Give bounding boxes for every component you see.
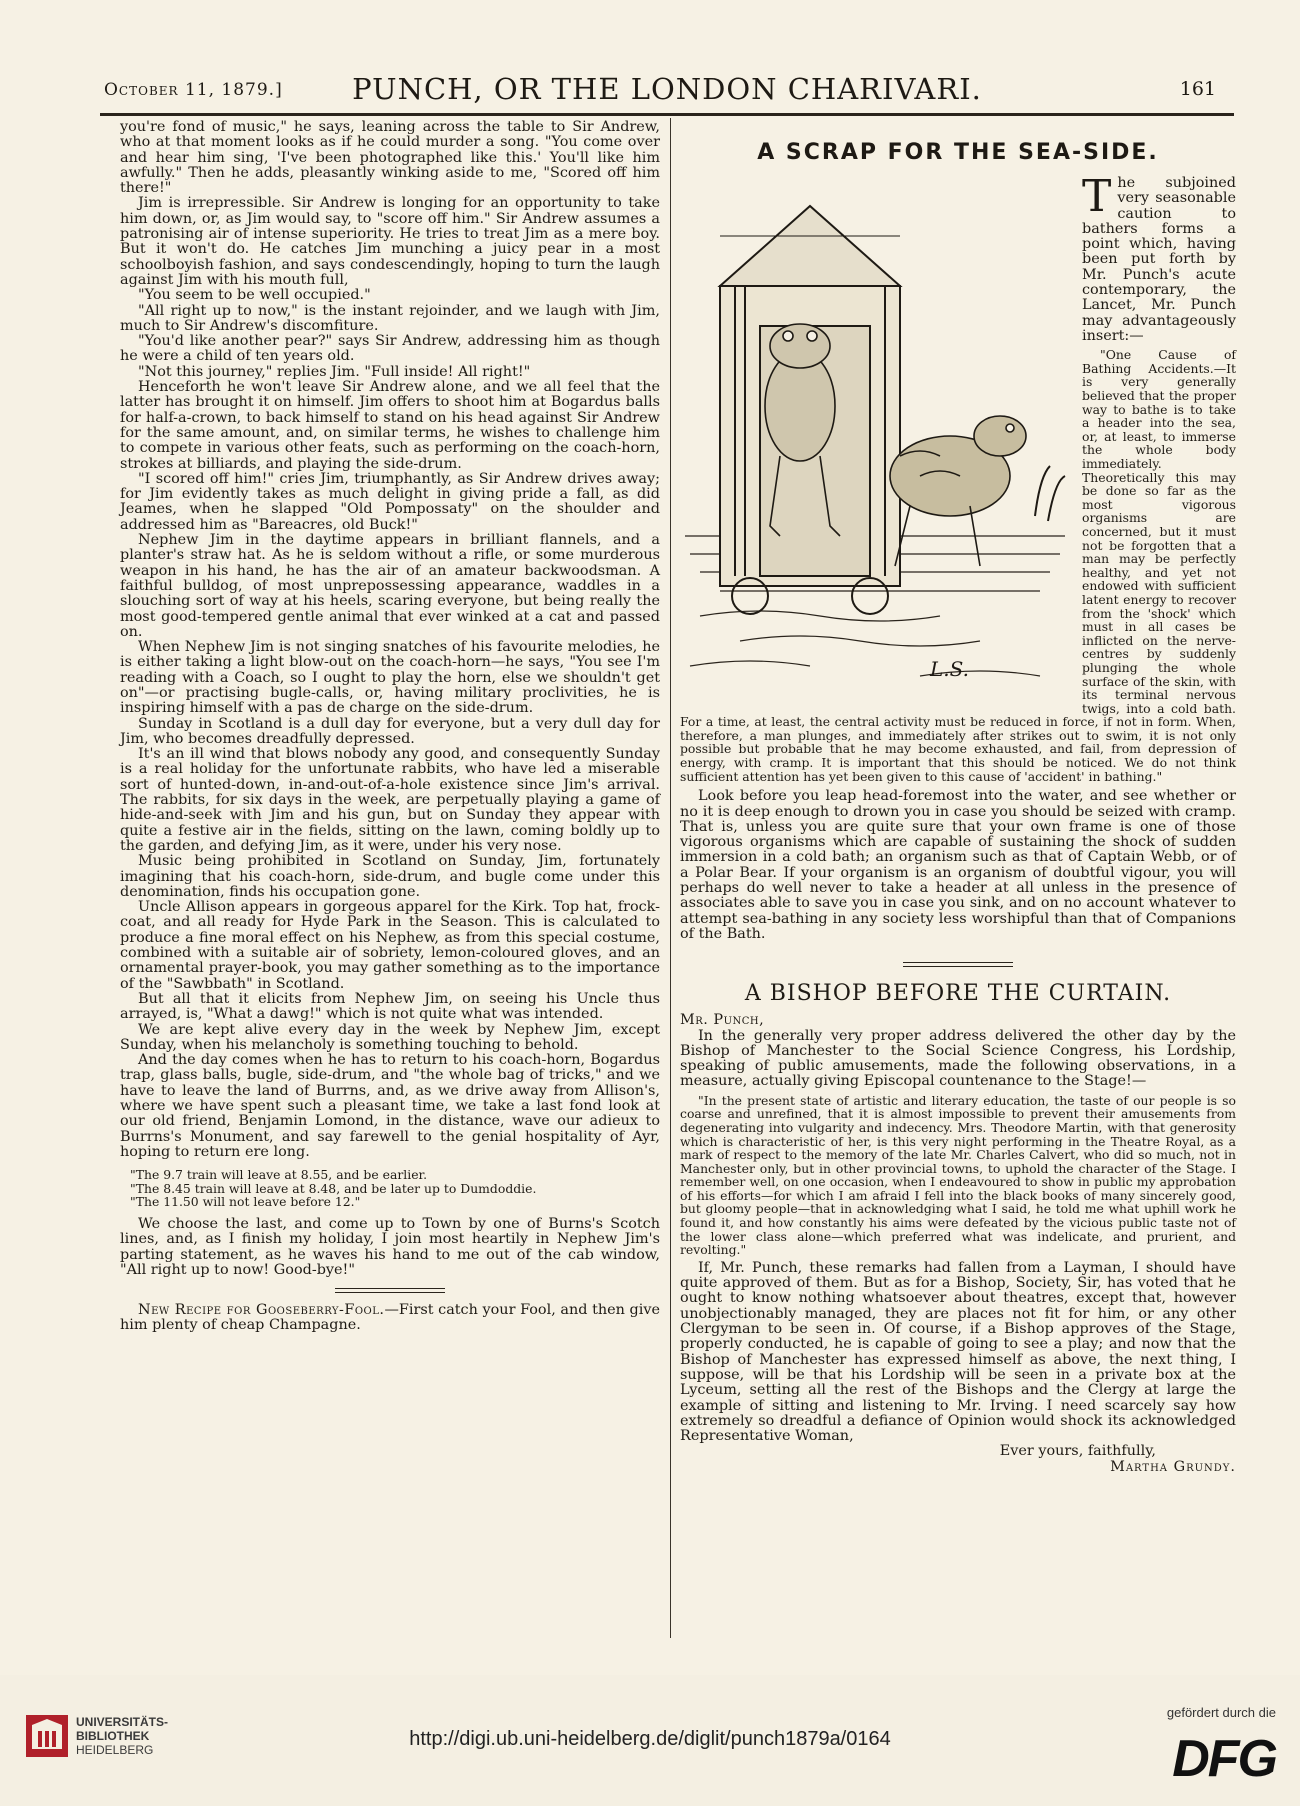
paragraph: you're fond of music," he says, leaning across the table to Sir Andrew, who at that moment looks as if he could murder a song. "You come over and hear him sing, 'I've been photographed like this.' You'll like him awfully." Then he adds, pleasantly winking aside to me, "Scored off him there!" xyxy=(120,119,660,197)
closing-line: Ever yours, faithfully, xyxy=(999,1443,1156,1460)
paragraph: "I scored off him!" cries Jim, triumphantly, as Sir Andrew drives away; for Jim evidently takes as much delight in giving pride a fall, as did Jeames, when he slapped "Old Pompossaty" on the shoulder and addressed him as "Bareacres, old Buck!" xyxy=(120,470,660,533)
scrap-title: A SCRAP FOR THE SEA-SIDE. xyxy=(757,140,1159,165)
illustration-monogram: L.S. xyxy=(930,657,969,681)
signature: Martha Grundy. xyxy=(1110,1458,1236,1475)
paragraph: And the day comes when he has to return to his coach-horn, Bogardus trap, glass balls, bugle, side-drum, and "the whole bag of tricks," and we have to leave the land of Burrns, and, as we drive away from Allison's, where we have spent such a pleasant time, we take a last fond look at our old friend, Benjamin Lomond, in the distance, wave our adieux to Burrns's Monument, and say farewell to the genial hospitality of Ayr, hoping to return ere long. xyxy=(120,1052,660,1160)
lancet-quote: "One Cause of Bathing Accidents.—It is very generally believed that the proper way to bathe is to take a header into the sea, or, at least, to immerse the whole body immediately. Theoretically this may be done so far as the most vigorous organisms are concerned, but it must not be forgotten that a man may be perfectly healthy, and yet not endowed with sufficient latent energy to recover from the 'shock' which must in all cases be inflicted on the nerve-centres by suddenly plunging the whole surface of the skin, with its terminal nervous twigs, into a cold bath. For a time, at least, the central activity must be reduced in force, if not in form. When, therefore, a man plunges, and immediately after strikes out to swim, it is not only possible but probable that he may become exhausted, and fail, from depression of energy, with cramp. It is important that this should be noticed. We do not think sufficient attention has yet been given to this cause of 'accident' in bathing." xyxy=(680,347,1236,784)
frog-bather-drawing xyxy=(680,176,1070,701)
paragraph: "You seem to be well occupied." xyxy=(138,287,371,304)
paragraph: Jim is irrepressible. Sir Andrew is longing for an opportunity to take him down, or, as Jim would say, to "score off him." Sir Andrew assumes a patronising air of intense superiority. He tries to treat Jim as a mere boy. But it won't do. He catches Jim munching a juicy pear in a most schoolboyish fashion, and says condescendingly, hoping to turn the laugh against Jim with his mouth full, xyxy=(120,195,660,288)
recipe-text: —First catch your Fool, and then give him plenty of cheap Champagne. xyxy=(120,1302,660,1334)
funder-label: gefördert durch die xyxy=(1166,1705,1276,1720)
paragraph: Uncle Allison appears in gorgeous apparel for the Kirk. Top hat, frock-coat, and all ready for Hyde Park in the Season. This is calculated to produce a fine moral effect on his Nephew, as from this special costume, combined with a suitable air of sobriety, lemon-coloured gloves, and an ornamental prayer-book, you may gather something as to the importance of the "Sawbbath" in Scotland. xyxy=(120,899,660,992)
paragraph: "You'd like another pear?" says Sir Andrew, addressing him as though he were a child of ten years old. xyxy=(120,333,660,365)
header-title: PUNCH, OR THE LONDON CHARIVARI. xyxy=(352,72,982,106)
page-header xyxy=(104,70,1230,110)
paragraph: It's an ill wind that blows nobody any good, and consequently Sunday is a real holiday for the unfortunate rabbits, who have led a miserable sort of hunted-down, in-and-out-of-a-hole existence since Jim's arrival. The rabbits, for six days in the week, are perpetually playing a game of hide-and-seek with Jim and his gun, but on Sunday they appear with quite a festive air in the fields, sitting on the lawn, coming boldly up to the garden, and defying Jim, as it were, under his very nose. xyxy=(120,746,660,854)
header-date: October 11, 1879.] xyxy=(104,80,283,100)
paragraph: "All right up to now," is the instant rejoinder, and we laugh with Jim, much to Sir Andrew's discomfiture. xyxy=(120,302,660,334)
recipe-heading: New Recipe for Gooseberry-Fool. xyxy=(138,1302,385,1319)
bishop-intro: In the generally very proper address delivered the other day by the Bishop of Manchester to the Social Science Congress, his Lordship, speaking of public amusements, made the following observations, in a measure, actually giving Episcopal countenance to the Stage!— xyxy=(680,1027,1236,1090)
bathing-machine-illustration xyxy=(680,176,1070,701)
bishop-body: If, Mr. Punch, these remarks had fallen from a Layman, I should have quite approved of them. But as for a Bishop, Society, Sir, has voted that he ought to know nothing whatsoever about theatres, except that, however unobjectionably managed, they are places not fit for him, or any other Clergyman to be seen in. Of course, if a Bishop approves of the Stage, properly conducted, he is capable of going to see a play; and now that the Bishop of Manchester has expressed himself as above, the next thing, I suppose, will be that his Lordship will be seen in a private box at the Lyceum, setting all the rest of the Bishops and the Clergy at large the example of sitting and listening to Mr. Irving. I need scarcely say how extremely so dreadful a defiance of Opinion would shock its acknowledged Representative Woman, xyxy=(680,1259,1236,1445)
drop-cap: T xyxy=(1082,171,1112,222)
section-separator xyxy=(903,962,1013,967)
paragraph: We are kept alive every day in the week by Nephew Jim, except Sunday, when his melancholy is something touching to behold. xyxy=(120,1021,660,1053)
left-column xyxy=(120,120,660,1334)
library-line: BIBLIOTHEK xyxy=(76,1729,150,1743)
paragraph: But all that it elicits from Nephew Jim, on seeing his Uncle thus arrayed, is, "What a dawg!" which is not quite what was intended. xyxy=(120,990,660,1023)
notice-line: "The 11.50 will not leave before 12." xyxy=(130,1194,361,1210)
scrap-intro-text: he subjoined very seasonable caution to bathers forms a point which, having been put forth by Mr. Punch's acute contemporary, the Lancet, Mr. Punch may advantageously insert:— xyxy=(1082,175,1236,344)
digitization-footer xyxy=(0,1675,1300,1806)
bishop-quote: "In the present state of artistic and literary education, the taste of our people is so coarse and unrefined, that it is almost impossible to prevent their amusements from degenerating into vulgarity and indecency. Mrs. Theodore Martin, with that generosity which is characteristic of her, is this very night performing in the Theatre Royal, as a mark of respect to the memory of the late Mr. Charles Calvert, who did so much, not in Manchester only, but in other provincial towns, to uphold the character of the Stage. I remember well, on one occasion, when I endeavoured to show in public my approbation of his efforts—for which I am afraid I fell into the black books of many sincerely good, but gloomy people—that in acknowledging what I said, he told me what uphill work he found it, and how constantly his aims were defeated by the vicious public taste not of the lower class alone—which preferred what was indelicate, and prurient, and revolting." xyxy=(680,1092,1236,1258)
notice-line: "The 9.7 train will leave at 8.55, and be earlier. xyxy=(130,1167,428,1183)
page-number: 161 xyxy=(1179,78,1216,100)
paragraph: Sunday in Scotland is a dull day for everyone, but a very dull day for Jim, who becomes dreadfully depressed. xyxy=(120,715,660,747)
salutation: Mr. Punch, xyxy=(680,1012,765,1029)
paragraph: When Nephew Jim is not singing snatches of his favourite melodies, he is either taking a light blow-out on the coach-horn—he says, "You see I'm reading with a Coach, so I ought to play the horn, else we shouldn't get on"—or practising bugle-calls, or, having military proclivities, he is inspiring himself with a pas de charge on the side-drum. xyxy=(120,639,660,717)
dfg-logo: DFG xyxy=(1172,1730,1276,1788)
bishop-title: A BISHOP BEFORE THE CURTAIN. xyxy=(744,981,1172,1007)
train-notice xyxy=(120,1168,660,1209)
notice-line: "The 8.45 train will leave at 8.48, and be later up to Dumdoddie. xyxy=(130,1180,537,1196)
source-url-link[interactable]: http://digi.ub.uni-heidelberg.de/diglit/punch1879a/0164 xyxy=(409,1728,891,1750)
column-divider xyxy=(670,118,671,1638)
paragraph: "Not this journey," replies Jim. "Full inside! All right!" xyxy=(138,363,531,380)
library-line: UNIVERSITÄTS- xyxy=(76,1715,169,1729)
scrap-body: Look before you leap head-foremost into the water, and see whether or no it is deep enough to drown you in case you should be seized with cramp. That is, unless you are quite sure that your own frame is one of those vigorous organisms which are capable of sustaining the shock of sudden immersion in a cold bath; an organism such as that of Captain Webb, or of a Polar Bear. If your organism is an organism of doubtful vigour, you will perhaps do well never to take a header at all unless in the presence of associates able to save you in case you sink, and on no account whatever to attempt sea-bathing in any society less worshipful than that of Companions of the Bath. xyxy=(680,788,1236,942)
library-line: HEIDELBERG xyxy=(76,1743,154,1757)
closing-paragraph: We choose the last, and come up to Town by one of Burns's Scotch lines, and, as I finish my holiday, I join most heartily in Nephew Jim's parting statement, as he waves his hand to me out of the cab window, "All right up to now! Good-bye!" xyxy=(120,1215,660,1278)
paragraph: Music being prohibited in Scotland on Sunday, Jim, fortunately imagining that his coach-horn, side-drum, and bugle come under this denomination, finds his occupation gone. xyxy=(120,853,660,900)
recipe-paragraph xyxy=(120,1303,660,1334)
right-column xyxy=(680,120,1236,1475)
section-separator xyxy=(335,1288,445,1293)
header-rule xyxy=(100,113,1234,116)
paragraph: Henceforth he won't leave Sir Andrew alone, and we all feel that the latter has brought it on himself. Jim offers to shoot him at Bogardus balls for half-a-crown, to back himself to stand on his head against Sir Andrew for the same amount, and, on similar terms, he wishes to challenge him to compete in various other feats, such as performing on the coach-horn, strokes at billiards, and playing the side-drum. xyxy=(120,379,660,472)
paragraph: Nephew Jim in the daytime appears in brilliant flannels, and a planter's straw hat. As he is seldom without a rifle, or some murderous weapon in his hand, he has the air of an amateur backwoodsman. A faithful bulldog, of most unprepossessing appearance, waddles in a slouching sort of way at his heels, scaring everyone, but being really the most good-tempered gentle animal that ever winked at a cat and passed on. xyxy=(120,532,660,640)
